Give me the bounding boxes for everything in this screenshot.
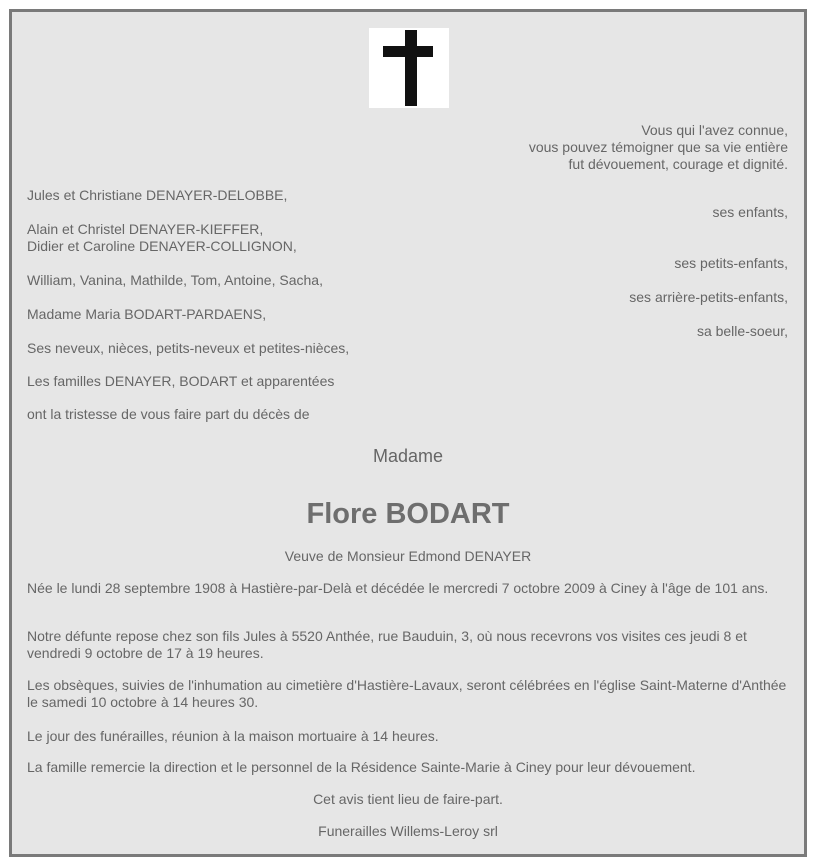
- children-names: Jules et Christiane DENAYER-DELOBBE,: [27, 187, 288, 203]
- sister-in-law-role: sa belle-soeur,: [696, 323, 788, 339]
- announcement-line: ont la tristesse de vous faire part du décès de: [27, 406, 310, 422]
- obituary-card: [9, 9, 807, 857]
- grandchildren-role: ses petits-enfants,: [674, 255, 788, 271]
- poem-line-3: fut dévouement, courage et dignité.: [568, 156, 788, 172]
- notice-line: Cet avis tient lieu de faire-part.: [313, 791, 503, 807]
- funeral-paragraph: Les obsèques, suivies de l'inhumation au cimetière d'Hastière-Lavaux, seront célébrées en l'église Saint-Materne d'Anthée le samedi 10 octobre à 14 heures 30.: [27, 677, 787, 710]
- widow-status: Veuve de Monsieur Edmond DENAYER: [284, 548, 532, 564]
- visitation-paragraph: Notre défunte repose chez son fils Jules à 5520 Anthée, rue Bauduin, 3, où nous recevrons vos visites ces jeudi 8 et vendredi 9 octobre de 17 à 19 heures.: [27, 628, 747, 661]
- poem-line-2: vous pouvez témoigner que sa vie entière: [528, 139, 788, 155]
- sister-in-law-name: Madame Maria BODART-PARDAENS,: [27, 306, 267, 322]
- great-grandchildren-role: ses arrière-petits-enfants,: [629, 289, 788, 305]
- grandchildren-names-1: Alain et Christel DENAYER-KIEFFER,: [27, 221, 264, 237]
- latin-cross-icon: [369, 28, 449, 108]
- birth-death-paragraph: Née le lundi 28 septembre 1908 à Hastière-par-Delà et décédée le mercredi 7 octobre 2009 à Ciney à l'âge de 101 ans.: [27, 580, 769, 596]
- honorific: Madame: [372, 446, 444, 466]
- meeting-paragraph: Le jour des funérailles, réunion à la maison mortuaire à 14 heures.: [27, 728, 439, 744]
- thanks-paragraph: La famille remercie la direction et le personnel de la Résidence Sainte-Marie à Ciney pour leur dévouement.: [27, 759, 696, 775]
- nephews-nieces: Ses neveux, nièces, petits-neveux et petites-nièces,: [27, 340, 350, 356]
- grandchildren-names-2: Didier et Caroline DENAYER-COLLIGNON,: [27, 238, 297, 254]
- poem-line-1: Vous qui l'avez connue,: [641, 122, 788, 138]
- great-grandchildren-names: William, Vanina, Mathilde, Tom, Antoine, Sacha,: [27, 272, 323, 288]
- deceased-name: Flore BODART: [306, 498, 510, 530]
- funeral-home: Funerailles Willems-Leroy srl: [318, 823, 498, 839]
- related-families: Les familles DENAYER, BODART et apparentées: [27, 373, 335, 389]
- children-role: ses enfants,: [712, 204, 788, 220]
